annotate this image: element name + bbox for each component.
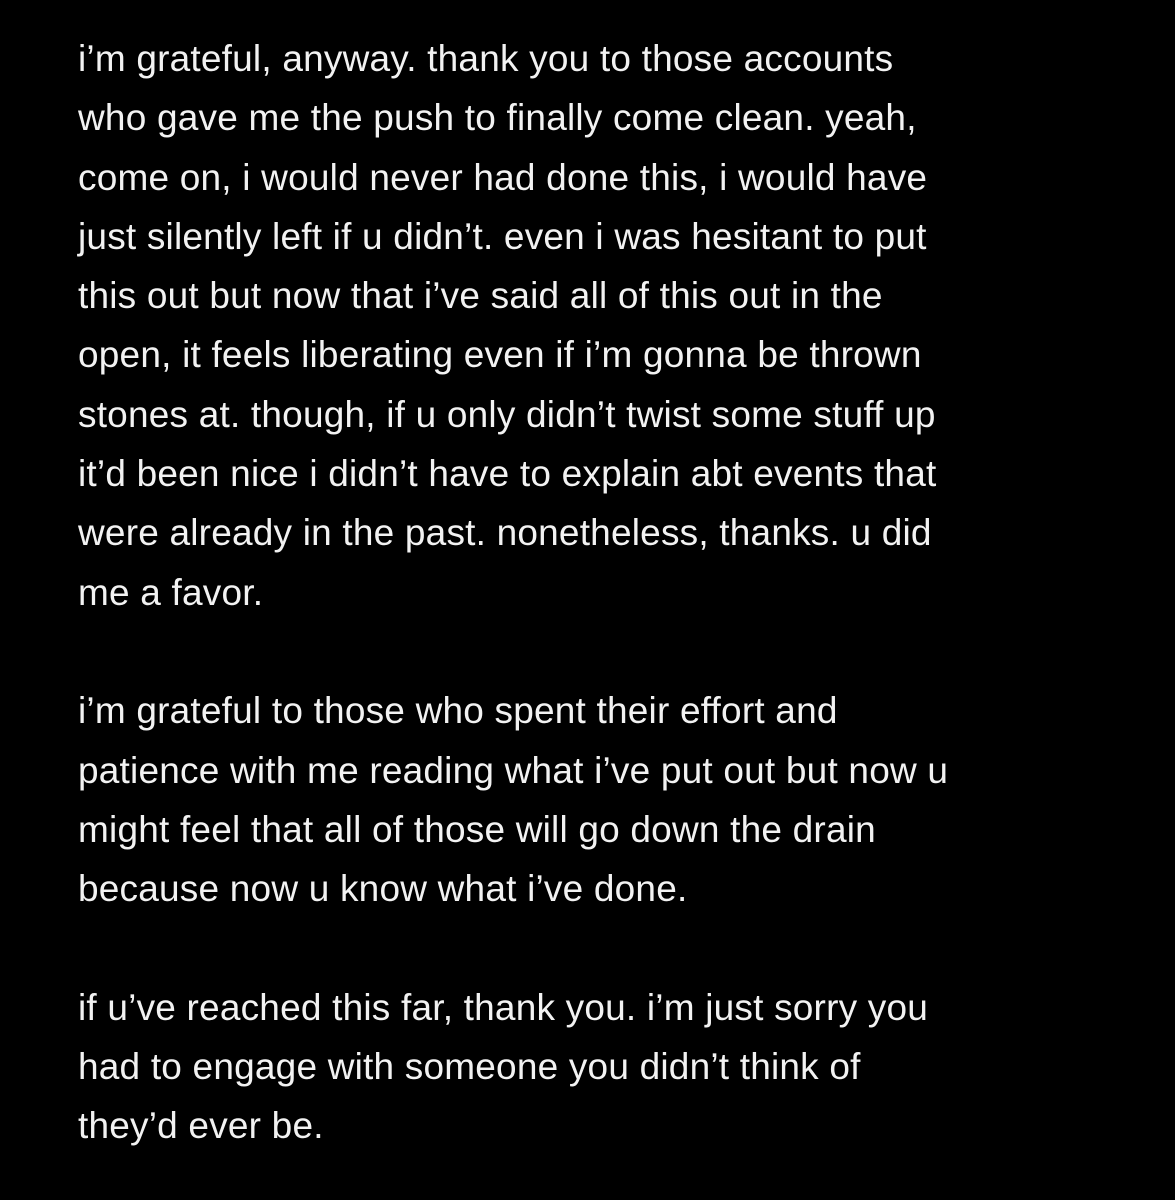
text-line: i’m grateful to those who spent their effort and	[78, 690, 838, 732]
note-body	[78, 29, 1138, 1156]
text-line: just silently left if u didn’t. even i was hesitant to put	[78, 215, 927, 257]
text-line: because now u know what i’ve done.	[78, 868, 688, 910]
paragraph-spacer	[78, 918, 1138, 977]
text-line: it’d been nice i didn’t have to explain abt events that	[78, 453, 937, 495]
text-line: they’d ever be.	[78, 1105, 324, 1147]
text-line: who gave me the push to finally come clean. yeah,	[78, 97, 917, 139]
text-line: open, it feels liberating even if i’m gonna be thrown	[78, 334, 922, 376]
paragraph-2	[78, 681, 1138, 918]
text-line: stones at. though, if u only didn’t twist some stuff up	[78, 393, 936, 435]
text-line: me a favor.	[78, 571, 264, 613]
text-line: patience with me reading what i’ve put out but now u	[78, 749, 949, 791]
text-line: might feel that all of those will go down the drain	[78, 808, 876, 850]
text-line: had to engage with someone you didn’t think of	[78, 1046, 861, 1088]
paragraph-1	[78, 29, 1138, 622]
text-line: come on, i would never had done this, i would have	[78, 156, 928, 198]
text-line: this out but now that i’ve said all of this out in the	[78, 275, 883, 317]
paragraph-3	[78, 978, 1138, 1156]
text-line: if u’ve reached this far, thank you. i’m just sorry you	[78, 986, 929, 1028]
paragraph-spacer	[78, 622, 1138, 681]
text-line: i’m grateful, anyway. thank you to those accounts	[78, 38, 894, 79]
text-line: were already in the past. nonetheless, thanks. u did	[78, 512, 932, 554]
